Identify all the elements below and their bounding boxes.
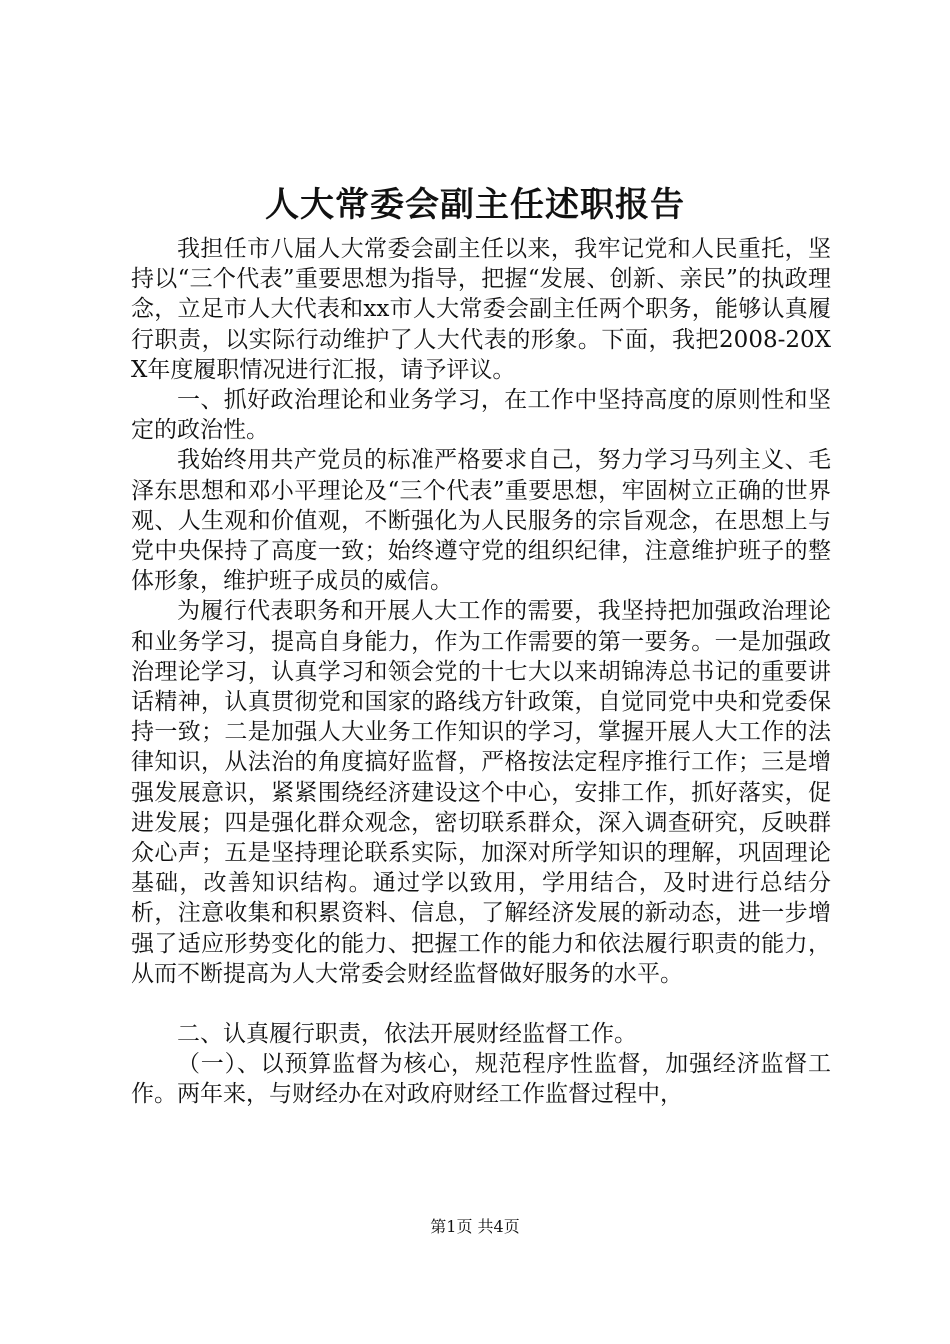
paragraph-self-discipline: 我始终用共产党员的标准严格要求自己，努力学习马列主义、毛泽东思想和邓小平理论及“三个代表”重要思想，牢固树立正确的世界观、人生观和价值观，不断强化为人民服务的宗旨观念，在思想上与党中央保持了高度一致；始终遵守党的组织纪律，注意维护班子的整体形象，维护班子成员的威信。 xyxy=(131,447,831,595)
paragraph-intro: 我担任市八届人大常委会副主任以来，我牢记党和人民重托，坚持以“三个代表”重要思想为指导，把握“发展、创新、亲民”的执政理念，立足市人大代表和xx市人大常委会副主任两个职务，能够认真履行职责，以实际行动维护了人大代表的形象。下面，我把2008-20XX年度履职情况进行汇报，请予评议。 xyxy=(131,236,831,383)
page-footer: 第1页 共4页 xyxy=(430,1217,520,1236)
section-heading-1: 一、抓好政治理论和业务学习，在工作中坚持高度的原则性和坚定的政治性。 xyxy=(131,387,831,444)
paragraph-budget-supervision: （一）、以预算监督为核心，规范程序性监督，加强经济监督工作。两年来，与财经办在对政府财经工作监督过程中， xyxy=(131,1051,831,1108)
document-body xyxy=(131,234,831,1110)
document-title: 人大常委会副主任述职报告 xyxy=(265,185,685,225)
paragraph-spacer xyxy=(131,989,831,1019)
section-heading-2: 二、认真履行职责，依法开展财经监督工作。 xyxy=(177,1021,637,1048)
paragraph-study: 为履行代表职务和开展人大工作的需要，我坚持把加强政治理论和业务学习，提高自身能力，作为工作需要的第一要务。一是加强政治理论学习，认真学习和领会党的十七大以来胡锦涛总书记的重要讲话精神，认真贯彻党和国家的路线方针政策，自觉同党中央和党委保持一致；二是加强人大业务工作知识的学习，掌握开展人大工作的法律知识，从法治的角度搞好监督，严格按法定程序推行工作；三是增强发展意识，紧紧围绕经济建设这个中心，安排工作，抓好落实，促进发展；四是强化群众观念，密切联系群众，深入调查研究，反映群众心声；五是坚持理论联系实际，加深对所学知识的理解，巩固理论基础，改善知识结构。通过学以致用，学用结合，及时进行总结分析，注意收集和积累资料、信息，了解经济发展的新动态，进一步增强了适应形势变化的能力、把握工作的能力和依法履行职责的能力，从而不断提高为人大常委会财经监督做好服务的水平。 xyxy=(131,598,831,987)
